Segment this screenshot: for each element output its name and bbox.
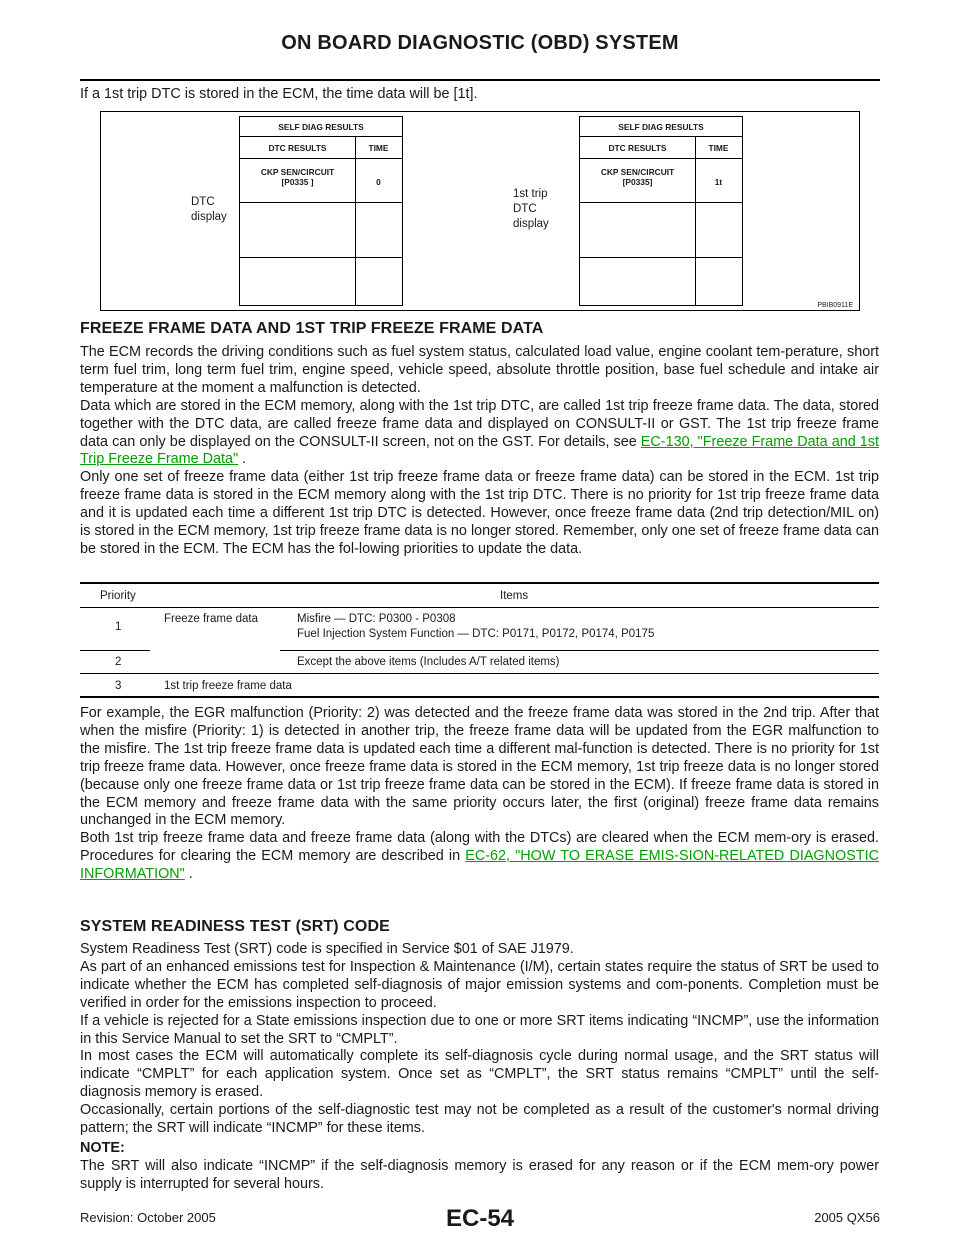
paragraph: Data which are stored in the ECM memory, along with the 1st trip DTC, are called 1st trip freeze frame data. The data, stored together with the DTC data, are called freeze frame data and displayed on CONSULT-II or GST. The 1st trip freeze frame data can only be displayed on the CONSULT-II screen, not on the GST. For details, see EC-130, "Freeze Frame Data and 1st Trip Freeze Frame Data" . bbox=[80, 397, 879, 468]
freeze-frame-heading: FREEZE FRAME DATA AND 1ST TRIP FREEZE FRAME DATA bbox=[80, 320, 544, 337]
priority-value: 3 bbox=[115, 680, 122, 692]
note-text: The SRT will also indicate “INCMP” if the self-diagnosis memory is erased for any reason or if the ECM mem-ory power supply is interrupted for several hours. bbox=[80, 1157, 879, 1192]
xref-ec-130-link[interactable]: EC-130, "Freeze Frame Data and 1st Trip Freeze Frame Data" bbox=[80, 433, 879, 468]
item-detail: Fuel Injection System Function — DTC: P0171, P0172, P0174, P0175 bbox=[297, 628, 655, 640]
col-dtc-results: DTC RESULTS bbox=[608, 143, 667, 153]
paragraph: System Readiness Test (SRT) code is specified in Service $01 of SAE J1979. bbox=[80, 941, 574, 957]
srt-heading: SYSTEM READINESS TEST (SRT) CODE bbox=[80, 918, 390, 935]
paragraph: Occasionally, certain portions of the self-diagnostic test may not be completed as a result of the customer's normal driving pattern; the SRT will indicate “INCMP” for these items. bbox=[80, 1102, 879, 1137]
freeze-frame-body bbox=[80, 344, 879, 559]
priority-value: 1 bbox=[115, 621, 122, 633]
note-label: NOTE: bbox=[80, 1139, 125, 1156]
dtc-item: CKP SEN/CIRCUIT [P0335] bbox=[600, 167, 675, 187]
page-header-title: ON BOARD DIAGNOSTIC (OBD) SYSTEM bbox=[281, 32, 679, 54]
paragraph: In most cases the ECM will automatically complete its self-diagnosis cycle during normal usage, and the SRT status will indicate “CMPLT” for each application system. Once set as “CMPLT”, the SRT status remains “CMPLT” until the self-diagnosis memory is erased. bbox=[80, 1048, 879, 1101]
paragraph: Both 1st trip freeze frame data and freeze frame data (along with the DTCs) are cleared when the ECM mem-ory is erased. Procedures for clearing the ECM memory are described in EC-62, "HOW TO ERASE EMIS-SION-RELATED DIAGNOSTIC INFORMATION" . bbox=[80, 830, 879, 883]
footer-page-number: EC-54 bbox=[445, 1205, 515, 1232]
paragraph: The ECM records the driving conditions such as fuel system status, calculated load value, engine coolant tem-perature, short term fuel trim, long term fuel trim, engine speed, vehicle speed, absolute throttle position, base fuel schedule and intake air temperature at the moment a malfunction is detected. bbox=[80, 344, 879, 396]
footer-model: 2005 QX56 bbox=[814, 1210, 880, 1225]
priority-value: 2 bbox=[115, 656, 122, 668]
dtc-screen bbox=[239, 116, 403, 306]
freeze-frame-example bbox=[80, 705, 879, 884]
footer-revision: Revision: October 2005 bbox=[80, 1210, 216, 1225]
paragraph: If a vehicle is rejected for a State emissions inspection due to one or more SRT items indicating “INCMP”, use the information in this Service Manual to set the SRT to “CMPLT”. bbox=[80, 1012, 879, 1047]
dtc-display-label: DTC display bbox=[191, 196, 227, 223]
item-category: 1st trip freeze frame data bbox=[164, 680, 292, 692]
intro-text: If a 1st trip DTC is stored in the ECM, the time data will be [1t]. bbox=[80, 86, 478, 102]
dtc-item: CKP SEN/CIRCUIT [P0335 ] bbox=[260, 167, 335, 187]
dtc-display-figure bbox=[100, 111, 860, 311]
figure-id: PBIB0911E bbox=[817, 302, 853, 309]
col-time: TIME bbox=[708, 143, 729, 153]
item-detail: Misfire — DTC: P0300 - P0308 bbox=[297, 613, 456, 625]
dtc-time-value: 0 bbox=[376, 177, 381, 187]
item-detail: Except the above items (Includes A/T related items) bbox=[297, 656, 560, 668]
first-trip-dtc-screen bbox=[579, 116, 743, 306]
xref-ec-62-link[interactable]: EC-62, "HOW TO ERASE EMIS-SION-RELATED DIAGNOSTIC INFORMATION" bbox=[80, 848, 879, 883]
paragraph: As part of an enhanced emissions test for Inspection & Maintenance (I/M), certain states require the status of SRT be used to indicate whether the ECM has completed self-diagnosis of major emission systems and com-ponents. Completion must be verified in order for the emissions inspection to proceed. bbox=[80, 958, 879, 1011]
col-dtc-results: DTC RESULTS bbox=[268, 143, 327, 153]
screen-title: SELF DIAG RESULTS bbox=[278, 122, 364, 132]
dtc-time-value: 1t bbox=[714, 177, 723, 187]
srt-body bbox=[80, 941, 879, 1194]
paragraph: For example, the EGR malfunction (Priority: 2) was detected and the freeze frame data was stored in the 2nd trip. After that when the misfire (Priority: 1) is detected in another trip, the freeze frame data will be updated from the EGR malfunction to the misfire. The 1st trip freeze frame data is updated each time a different mal-function is detected. There is no priority for 1st trip freeze frame data. However, once freeze frame data is stored in the ECM memory, 1st trip freeze data is no longer stored (because only one freeze frame data or 1st trip freeze frame data can be stored in the ECM). If freeze frame data is stored in the ECM memory and freeze frame data with the same priority occurs later, the first (original) freeze frame data remains unchanged in the ECM memory. bbox=[80, 705, 879, 829]
col-time: TIME bbox=[368, 143, 389, 153]
intro-paragraph bbox=[80, 86, 879, 104]
header-rule bbox=[80, 79, 880, 81]
paragraph: Only one set of freeze frame data (either 1st trip freeze frame data or freeze frame data) can be stored in the ECM. 1st trip freeze frame data is stored in the ECM memory along with the 1st trip DTC. There is no priority for 1st trip freeze frame data and it is updated each time a different 1st trip DTC is detected. However, once freeze frame data (2nd trip detection/MIL on) is stored in the ECM memory, 1st trip freeze frame data is no longer stored. Remember, only one set of freeze frame data can be stored in the ECM. The ECM has the fol-lowing priorities to update the data. bbox=[80, 469, 879, 557]
col-header-priority: Priority bbox=[100, 590, 136, 602]
screen-title: SELF DIAG RESULTS bbox=[618, 122, 704, 132]
col-header-items: Items bbox=[500, 590, 529, 602]
item-category: Freeze frame data bbox=[164, 613, 258, 625]
first-trip-dtc-display-label: 1st trip DTC display bbox=[513, 188, 549, 230]
